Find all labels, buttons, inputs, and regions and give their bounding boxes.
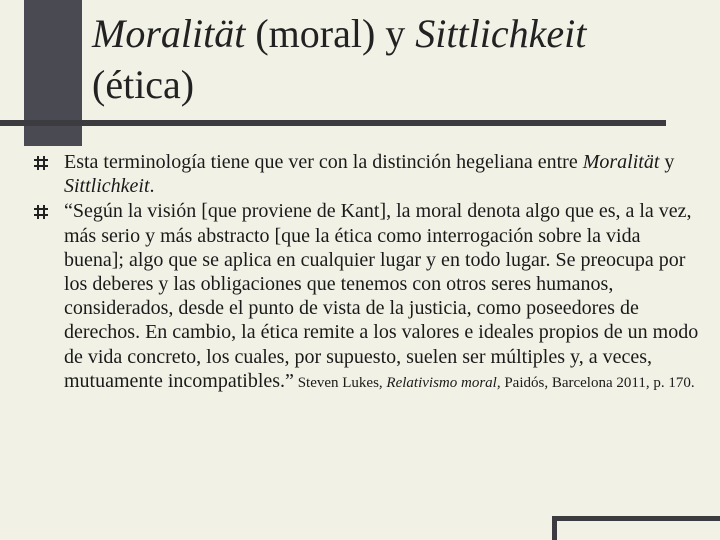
hash-bullet-icon [34,205,48,219]
corner-rule-horizontal [552,516,720,521]
citation-title: Relativismo moral [386,374,497,391]
citation-author: Steven Lukes, [293,374,387,391]
title-end: (ética) [92,62,195,107]
bullet-list [34,150,700,396]
bullet-item [34,199,700,395]
slide-title [92,8,692,110]
title-term-sittlichkeit: Sittlichkeit [415,11,587,56]
citation-rest: , Paidós, Barcelona 2011, p. 170. [496,374,695,391]
title-term-moralitat: Moralität [92,11,246,56]
quote-text: “Según la visión [que proviene de Kant], la moral denota algo que es, a la vez, más serio y más abstracto [que la ética como interrogación sobre la vida buena]; algo que se aplica en cualquier lugar y en todo lugar. Se preocupa por los deberes y las obligaciones que tenemos con otros seres humanos, considerados, desde el punto de vista de la justicia, como poseedores de derechos. En cambio, la ética remite a los valores e ideales propios de un modo de vida concreto, los cuales, por supuesto, suelen ser múltiples y, a veces, mutuamente incompatibles.” [64,200,699,392]
citation [294,375,695,391]
bullet-end: . [149,175,155,198]
hash-bullet-icon [34,156,48,170]
title-rule [0,120,666,126]
bullet-emphasis: Moralität [582,151,660,173]
bullet-item [34,150,700,198]
title-middle: (moral) y [245,11,416,56]
bullet-join: y [659,151,675,173]
bullet-text: Esta terminología tiene que ver con la distinción hegeliana entre [64,151,583,173]
bullet-emphasis: Sittlichkeit [64,175,150,198]
